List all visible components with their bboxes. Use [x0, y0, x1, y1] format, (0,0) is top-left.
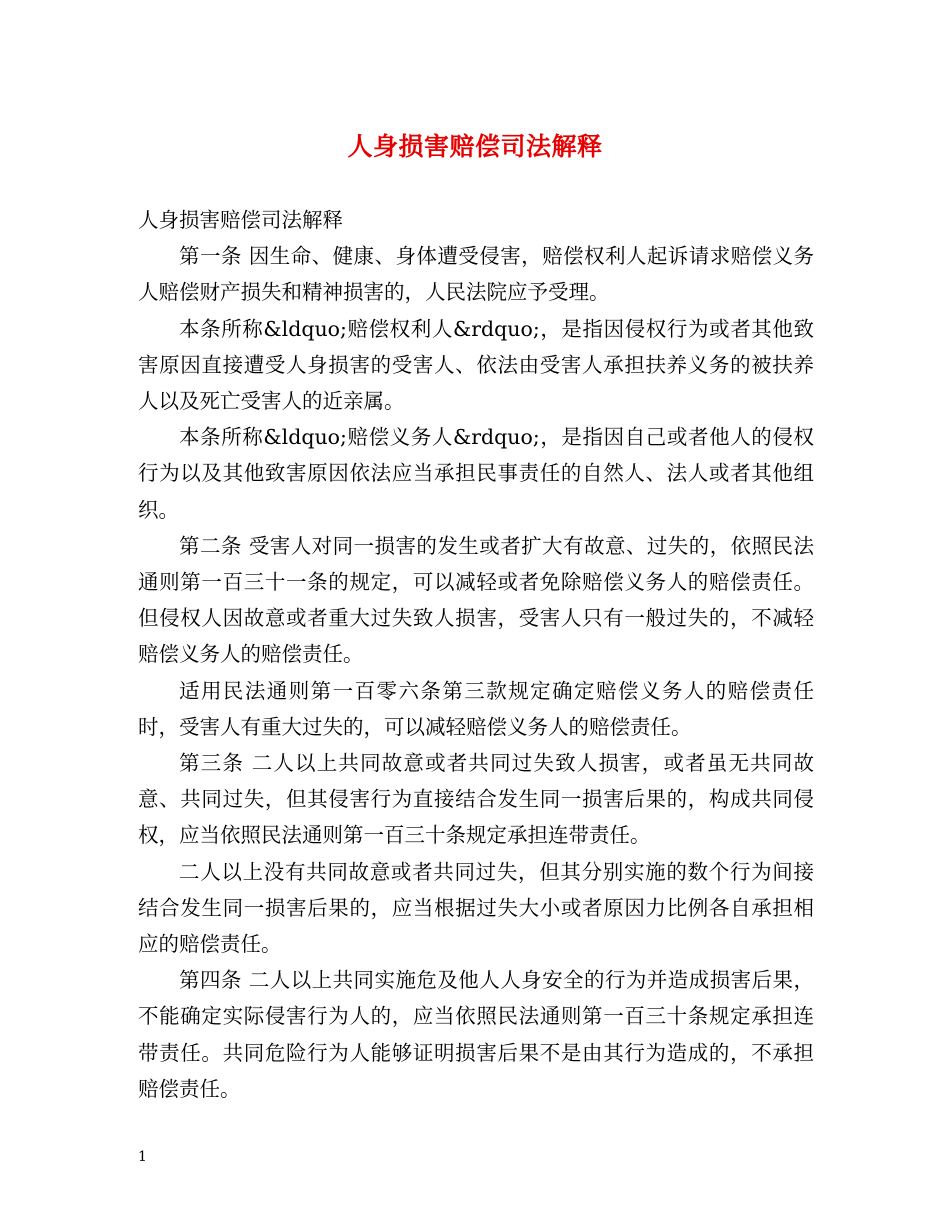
document-body [138, 202, 814, 1107]
paragraph-article-2-clause-2: 适用民法通则第一百零六条第三款规定确定赔偿义务人的赔偿责任时，受害人有重大过失的，可以减轻赔偿义务人的赔偿责任。 [138, 678, 814, 739]
document-subheading: 人身损害赔偿司法解释 [138, 208, 343, 232]
document-title: 人身损害赔偿司法解释 [347, 132, 603, 161]
paragraph-article-2: 第二条 受害人对同一损害的发生或者扩大有故意、过失的，依照民法通则第一百三十一条的规定，可以减轻或者免除赔偿义务人的赔偿责任。但侵权人因故意或者重大过失致人损害，受害人只有一般过失的，不减轻赔偿义务人的赔偿责任。 [138, 533, 814, 667]
page-number: 1 [138, 1149, 147, 1165]
paragraph-article-1: 第一条 因生命、健康、身体遭受侵害，赔偿权利人起诉请求赔偿义务人赔偿财产损失和精神损害的，人民法院应予受理。 [138, 244, 814, 305]
paragraph-article-3-clause-2: 二人以上没有共同故意或者共同过失，但其分别实施的数个行为间接结合发生同一损害后果的，应当根据过失大小或者原因力比例各自承担相应的赔偿责任。 [138, 859, 814, 957]
paragraph-article-3: 第三条 二人以上共同故意或者共同过失致人损害，或者虽无共同故意、共同过失，但其侵害行为直接结合发生同一损害后果的，构成共同侵权，应当依照民法通则第一百三十条规定承担连带责任。 [138, 751, 814, 848]
paragraph-compensation-obligor: 本条所称&ldquo;赔偿义务人&rdquo;，是指因自己或者他人的侵权行为以及其他致害原因依法应当承担民事责任的自然人、法人或者其他组织。 [138, 425, 814, 522]
paragraph-compensation-right-holder: 本条所称&ldquo;赔偿权利人&rdquo;，是指因侵权行为或者其他致害原因直接遭受人身损害的受害人、依法由受害人承担扶养义务的被扶养人以及死亡受害人的近亲属。 [138, 316, 814, 414]
paragraph-article-4: 第四条 二人以上共同实施危及他人人身安全的行为并造成损害后果，不能确定实际侵害行为人的，应当依照民法通则第一百三十条规定承担连带责任。共同危险行为人能够证明损害后果不是由其行为造成的，不承担赔偿责任。 [138, 968, 814, 1101]
